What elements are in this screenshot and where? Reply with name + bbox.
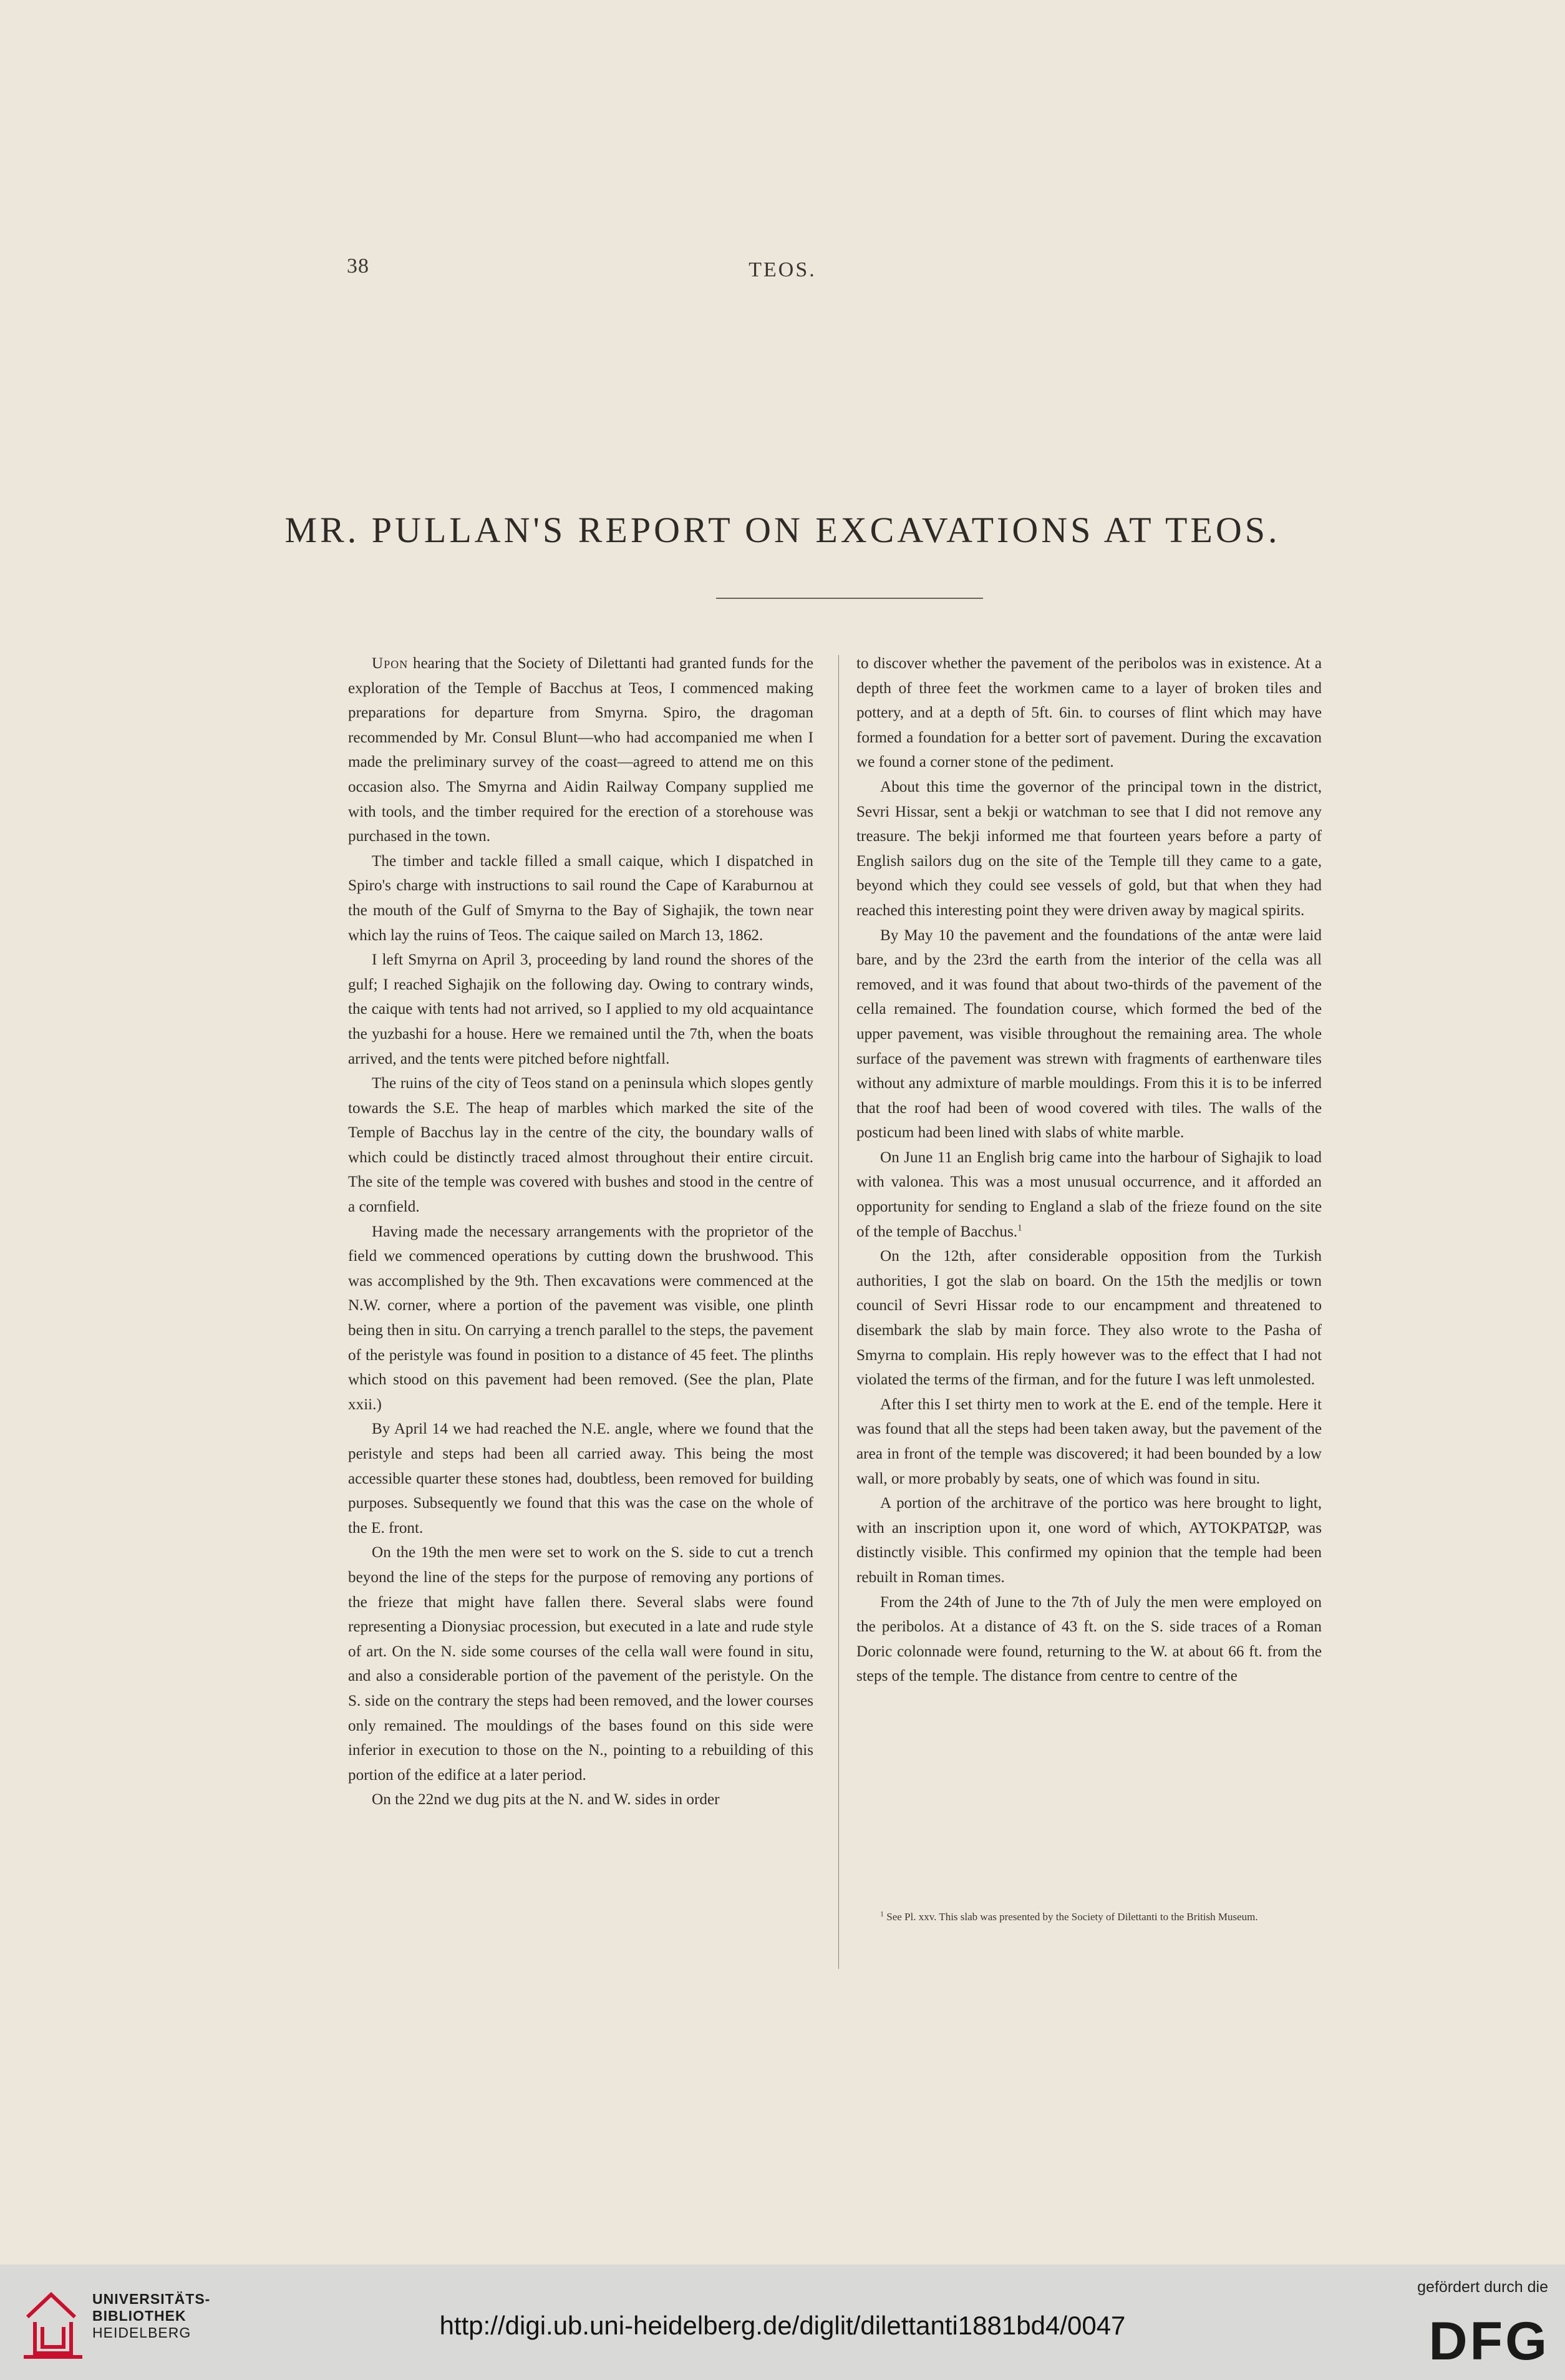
paragraph-text: About this time the governor of the principal town in the district, Sevri Hissar, sent a bekji or watchman to see that I did not remove any treasure. The bekji informed me that fourteen years before a party of English sailors dug on the site of the Temple till they came to a gate, beyond which they could see vessels of gold, but that when they had reached this interesting point they were driven away by magical spirits. <box>856 778 1322 919</box>
paragraph <box>856 1392 1322 1491</box>
paragraph-text: By May 10 the pavement and the foundations of the antæ were laid bare, and by the 23rd the earth from the interior of the cella was all removed, and it was found that about two-thirds of the pavement of the cella remained. The foundation course, which formed the bed of the upper pavement, was visible throughout the remaining area. The whole surface of the pavement was strewn with fragments of earthenware tiles without any admixture of marble mouldings. From this it is to be inferred that the roof had been of wood covered with tiles. The walls of the posticum had been lined with slabs of white marble. <box>856 926 1322 1142</box>
running-head: TEOS. <box>749 258 816 281</box>
paragraph <box>856 651 1322 775</box>
library-name-line1: UNIVERSITÄTS- <box>92 2291 211 2307</box>
title-rule <box>716 598 983 599</box>
article-title: MR. PULLAN'S REPORT ON EXCAVATIONS AT TEOS. <box>284 510 1281 550</box>
paragraph <box>856 1590 1322 1689</box>
paragraph-text: By April 14 we had reached the N.E. angle, where we found that the peristyle and steps had been all carried away. This being the most accessible quarter these stones had, doubtless, been removed for building purposes. Subsequently we found that this was the case on the whole of the E. front. <box>348 1421 813 1537</box>
paragraph <box>856 775 1322 923</box>
paragraph-text: On the 22nd we dug pits at the N. and W. sides in order <box>372 1791 720 1809</box>
paragraph-text: On June 11 an English brig came into the harbour of Sighajik to load with valonea. This was a most unusual occurrence, and it afforded an opportunity for sending to England a slab of the frieze found on the site of the temple of Bacchus. <box>856 1149 1322 1240</box>
footnote-text: See Pl. xxv. This slab was presented by the Society of Dilettanti to the British Museum. <box>884 1911 1258 1923</box>
paragraph <box>348 1540 813 1787</box>
paragraph-text: Having made the necessary arrangements with the proprietor of the field we commenced operations by cutting down the brushwood. This was accomplished by the 9th. Then excavations were commenced at the N.W. corner, where a portion of the pavement was visible, one plinth being then in situ. On carrying a trench parallel to the steps, the pavement of the peristyle was found in position to a distance of 45 feet. The plinths which stood on this pavement had been removed. (See the plan, Plate xxii.) <box>348 1223 813 1413</box>
paragraph <box>348 1071 813 1220</box>
paragraph <box>856 1145 1322 1244</box>
column-divider <box>838 655 839 1969</box>
footnote-marker: 1 <box>880 1909 884 1918</box>
right-column <box>856 651 1322 1689</box>
left-column <box>348 651 813 1812</box>
page-number: 38 <box>347 255 369 278</box>
library-name-line2: BIBLIOTHEK <box>92 2308 187 2324</box>
paragraph <box>856 1491 1322 1590</box>
paragraph-text: On the 12th, after considerable opposition from the Turkish authorities, I got the slab on board. On the 15th the medjlis or town council of Sevri Hissar rode to our encampment and threatened to disembark the slab by main force. They also wrote to the Pasha of Smyrna to complain. His reply however was to the effect that I had not violated the terms of the firman, and for the future I was left unmolested. <box>856 1248 1322 1389</box>
dfg-logo: DFG <box>1428 2311 1549 2371</box>
paragraph-text: hearing that the Society of Dilettanti had granted funds for the exploration of the Temple of Bacchus at Teos, I commenced making preparations for departure from Smyrna. Spiro, the dragoman recommended by Mr. Consul Blunt—who had accompanied me when I made the preliminary survey of the coast—agreed to attend me on this occasion also. The Smyrna and Aidin Railway Company supplied me with tools, and the timber required for the erection of a storehouse was purchased in the town. <box>348 655 813 845</box>
paragraph-initial-word: Upon <box>372 655 409 672</box>
paragraph <box>348 1787 813 1812</box>
funding-caption: gefördert durch die <box>1417 2278 1548 2296</box>
paragraph-text: From the 24th of June to the 7th of July the men were employed on the peribolos. At a distance of 43 ft. on the S. side traces of a Roman Doric colonnade were found, returning to the W. at about 66 ft. from the steps of the temple. The distance from centre to centre of the <box>856 1593 1322 1685</box>
paragraph-text: The timber and tackle filled a small caique, which I dispatched in Spiro's charge with instructions to sail round the Cape of Karaburnou at the mouth of the Gulf of Smyrna to the Bay of Sighajik, the town near which lay the ruins of Teos. The caique sailed on March 13, 1862. <box>348 852 813 944</box>
library-name-line3: HEIDELBERG <box>92 2324 191 2341</box>
paragraph <box>856 1244 1322 1392</box>
footnote-reference: 1 <box>1017 1223 1022 1233</box>
paragraph <box>348 1220 813 1417</box>
paragraph <box>348 1417 813 1540</box>
permalink-url[interactable]: http://digi.ub.uni-heidelberg.de/diglit/dilettanti1881bd4/0047 <box>439 2311 1126 2340</box>
paragraph-text: The ruins of the city of Teos stand on a peninsula which slopes gently towards the S.E. The heap of marbles which marked the site of the Temple of Bacchus lay in the centre of the city, the boundary walls of which could be distinctly traced almost throughout their entire circuit. The site of the temple was covered with bushes and stood in the centre of a cornfield. <box>348 1075 813 1216</box>
footnote <box>856 1908 1322 1926</box>
paragraph <box>348 651 813 849</box>
paragraph-text: After this I set thirty men to work at the E. end of the temple. Here it was found that all the steps had been taken away, but the pavement of the area in front of the temple was discovered; it had been bounded by a low wall, or more probably by seats, one of which was found in situ. <box>856 1396 1322 1487</box>
paragraph <box>348 948 813 1071</box>
paragraph-text: to discover whether the pavement of the peribolos was in existence. At a depth of three feet the workmen came to a layer of broken tiles and pottery, and at a depth of 5ft. 6in. to courses of flint which may have formed a foundation for a better sort of pavement. During the excavation we found a corner stone of the pediment. <box>856 655 1322 771</box>
paragraph-text: On the 19th the men were set to work on the S. side to cut a trench beyond the line of the steps for the purpose of removing any portions of the frieze that might have fallen there. Several slabs were found representing a Dionysiac procession, but executed in a late and rude style of art. On the N. side some courses of the cella wall were found in situ, and also a considerable portion of the pavement of the peristyle. On the S. side on the contrary the steps had been removed, and the lower courses only remained. The mouldings of the bases found on this side were inferior in execution to those on the N., pointing to a rebuilding of this portion of the edifice at a later period. <box>348 1544 813 1784</box>
paragraph-text: I left Smyrna on April 3, proceeding by land round the shores of the gulf; I reached Sighajik on the following day. Owing to contrary winds, the caique with tents had not arrived, so I applied to my old acquaintance the yuzbashi for a house. Here we remained until the 7th, when the boats arrived, and the tents were pitched before nightfall. <box>348 951 813 1067</box>
paragraph-text: A portion of the architrave of the portico was here brought to light, with an inscription upon it, one word of which, ΑΥΤΟΚΡΑΤΩΡ, was distinctly visible. This confirmed my opinion that the temple had been rebuilt in Roman times. <box>856 1495 1322 1586</box>
paragraph <box>856 923 1322 1145</box>
paragraph <box>348 849 813 948</box>
